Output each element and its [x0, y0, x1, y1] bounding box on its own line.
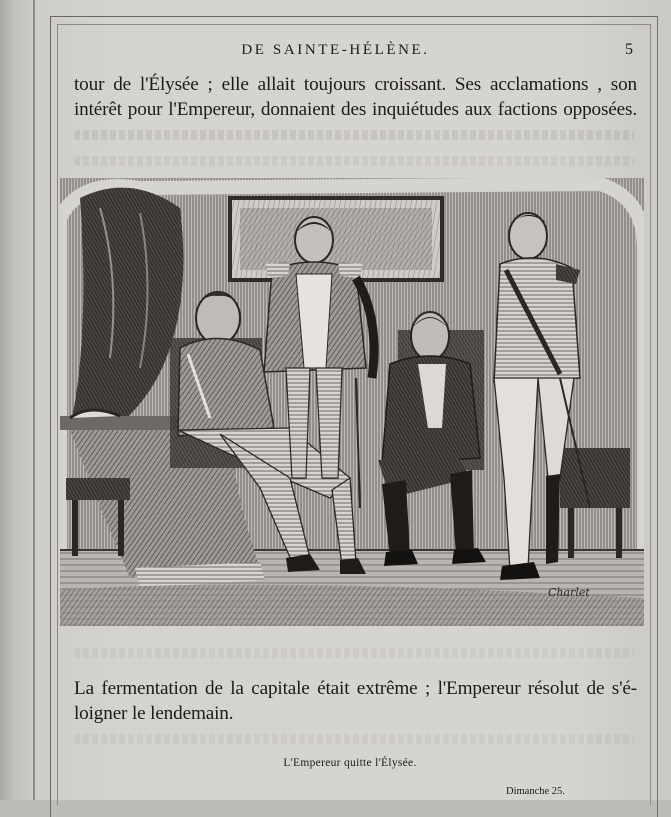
- bleed-through: [74, 734, 634, 744]
- page-number: 5: [625, 41, 633, 58]
- binding-gutter: [33, 0, 35, 800]
- dateline: Dimanche 25.: [506, 786, 565, 797]
- bleed-through: [74, 156, 634, 166]
- engraving-svg: [60, 178, 644, 626]
- paragraph-top: [74, 72, 637, 122]
- paragraph-bottom: [74, 676, 637, 726]
- painting-canvas: [240, 208, 432, 270]
- bleed-through: [74, 130, 634, 140]
- text-line: intérêt pour l'Empereur, donnaient des inquiétudes aux factions opposées.: [74, 99, 637, 120]
- section-caption: L'Empereur quitte l'Élysée.: [283, 757, 417, 769]
- text-line: La fermentation de la capitale était extrême ; l'Empereur résolut de s'é-: [74, 678, 637, 699]
- artist-signature: Charlet: [548, 586, 590, 599]
- chair-right: [560, 448, 630, 508]
- bleed-through: [74, 648, 634, 658]
- text-line: tour de l'Élysée ; elle allait toujours croissant. Ses acclamations , son: [74, 74, 637, 95]
- footstool: [66, 478, 130, 500]
- running-title: DE SAINTE-HÉLÈNE.: [241, 42, 430, 58]
- text-line: loigner le lendemain.: [74, 703, 234, 724]
- engraving-illustration: [60, 178, 644, 626]
